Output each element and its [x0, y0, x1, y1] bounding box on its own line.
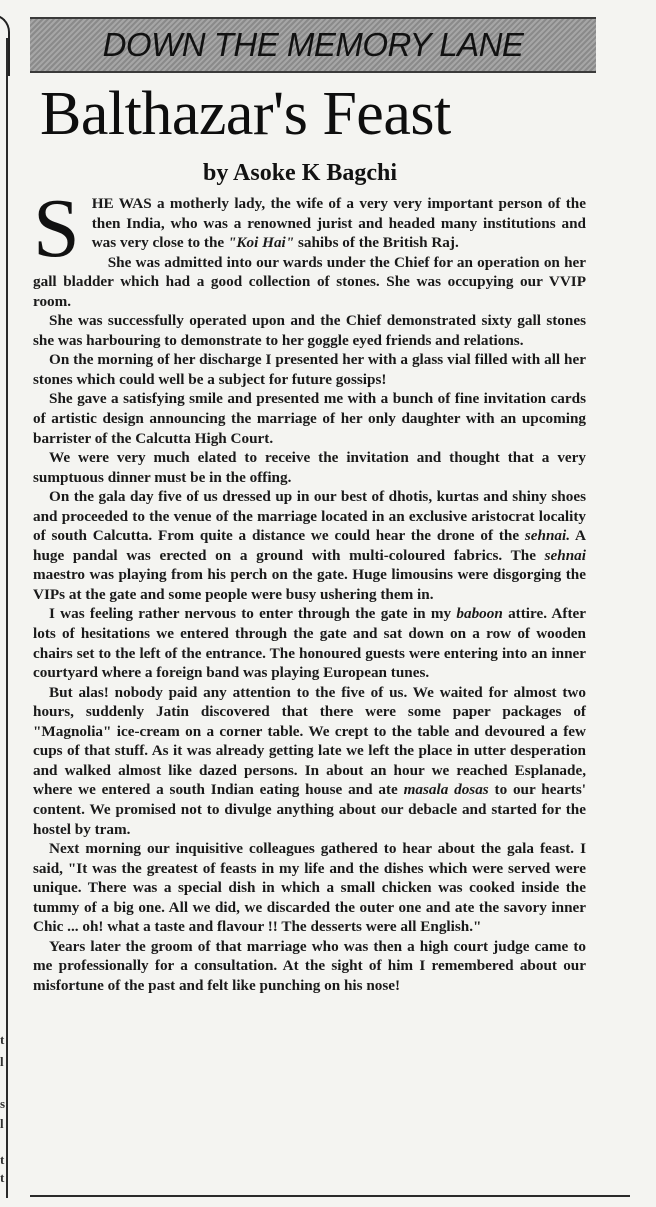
text-run-italic: baboon: [456, 605, 503, 623]
text-run: A huge pandal was erected on a ground with multi-coloured fabrics. The: [33, 527, 586, 564]
paragraph-8: [33, 604, 586, 682]
paragraph-3: She was successfully operated upon and the Chief demonstrated sixty gall stones she was harbouring to demonstrate to her goggle eyed friends and relations.: [33, 312, 586, 349]
paragraph-1: [33, 182, 586, 275]
paragraph-4: On the morning of her discharge I presented her with a glass vial filled with all her stones which could well be a subject for future gossips!: [33, 351, 586, 388]
text-run: attire. After lots of hesitations we entered through the gate and sat down on a row of wooden chairs set to the left of the entrance. The honoured guests were entering into an inner courtyard where a foreign band was playing European tunes.: [33, 605, 586, 682]
article-body: [33, 182, 586, 995]
paragraph-10: Next morning our inquisitive colleagues gathered to hear about the gala feast. I said, "It was the greatest of feasts in my life and the dishes which were served were unique. There was a special dish in which a small chicken was cooked inside the tummy of a big one. All we did, we discarded the outer one and ate the savory inner Chic ... oh! what a taste and flavour !! The desserts were all English.": [33, 840, 586, 936]
paragraph-11: Years later the groom of that marriage who was then a high court judge came to me professionally for a consultation. At the sight of him I remembered about our misfortune of the past and felt like punching on his nose!: [33, 937, 586, 994]
edge-fragment: s: [0, 1096, 6, 1111]
drop-cap: S: [33, 182, 80, 275]
section-banner-text: DOWN THE MEMORY LANE: [102, 26, 524, 63]
paragraph-9: [33, 683, 586, 839]
edge-fragment: t: [0, 1152, 5, 1167]
text-run: But alas! nobody paid any attention to the five of us. We waited for almost two hours, suddenly Jatin discovered that there were some paper packages of "Magnolia" ice-cream on a corner table. We crept to the table and devoured a few cups of that stuff. As it was already getting late we left the place in utter desperation and walked almost like dazed persons. In about an hour we reached Esplanade, where we entered a south Indian eating house and ate: [33, 683, 586, 799]
text-run: to our hearts' content. We promised not to divulge anything about our debacle and started for the hostel by tram.: [33, 781, 586, 838]
headline: Balthazar's Feast: [40, 80, 451, 148]
text-run-italic: "Koi Hai": [227, 234, 295, 252]
paragraph-7: [33, 487, 586, 604]
text-run: I was feeling rather nervous to enter through the gate in my: [49, 605, 457, 623]
column-rule-left: [6, 38, 8, 1198]
text-run: maestro was playing from his perch on the gate. Huge limousins were disgorging the VIPs at the gate and some people were busy ushering them in.: [33, 566, 586, 603]
byline: by Asoke K Bagchi: [203, 160, 398, 186]
edge-fragment: l: [0, 1116, 4, 1131]
text-run: On the gala day five of us dressed up in our best of dhotis, kurtas and shiny shoes and proceeded to the venue of the marriage located in an exclusive aristocrat locality of south Calcutta. From quite a distance we could hear the drone of the: [33, 488, 586, 545]
paragraph-6: We were very much elated to receive the invitation and thought that a very sumptuous dinner must be in the offing.: [33, 449, 586, 486]
text-run-italic: masala dosas: [403, 781, 489, 799]
text-run: HE WAS a motherly lady, the wife of a very very important person of the then India, who was a renowned jurist and headed many institutions and was very close to the: [91, 195, 586, 252]
paragraph-2: She was admitted into our wards under the Chief for an operation on her gall bladder which had a good collection of stones. She was occupying our VVIP room.: [33, 253, 586, 310]
text-run: sahibs of the British Raj.: [294, 234, 459, 252]
text-run-italic: sehnai: [544, 546, 586, 564]
edge-fragment: t: [0, 1170, 5, 1185]
edge-fragment: t: [0, 1032, 5, 1047]
adjacent-column-border: [0, 14, 10, 76]
edge-fragment: l: [0, 1054, 4, 1069]
bottom-rule: [30, 1195, 630, 1197]
section-banner: [30, 17, 596, 73]
text-run-italic: sehnai.: [524, 527, 571, 545]
paragraph-5: She gave a satisfying smile and presented me with a bunch of fine invitation cards of artistic design announcing the marriage of her only daughter with an upcoming barrister of the Calcutta High Court.: [33, 390, 586, 447]
